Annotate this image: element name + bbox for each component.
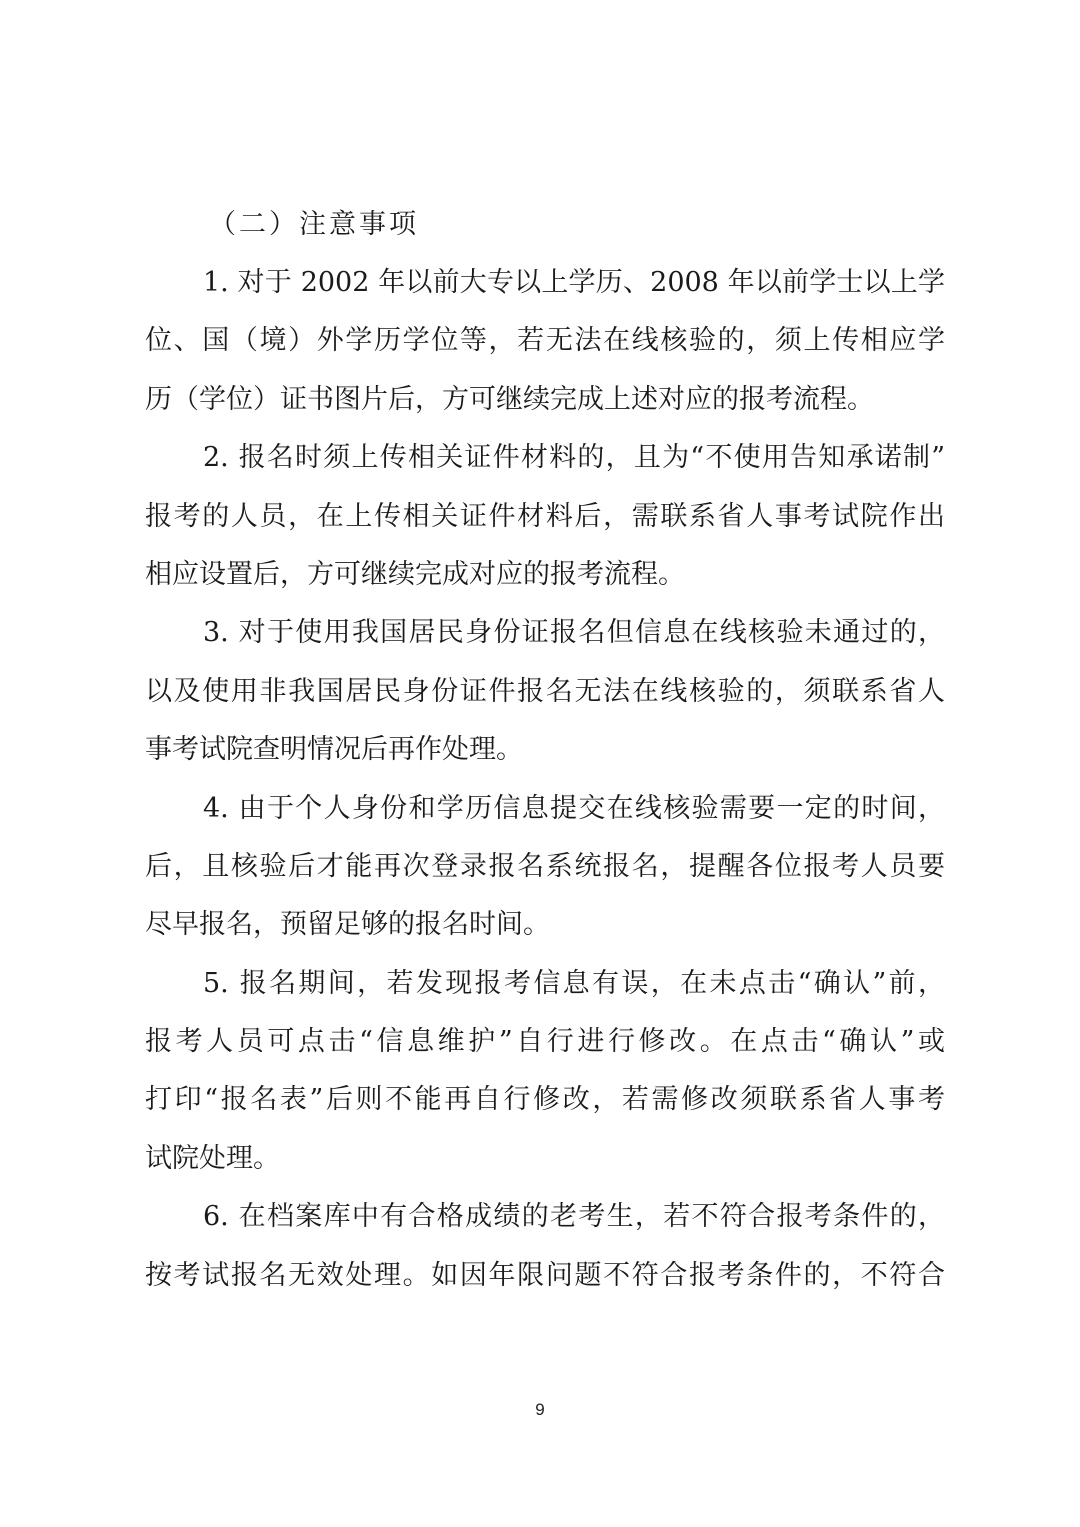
paragraph-2: [145, 429, 945, 604]
paragraph-line: 试院处理。: [145, 1142, 280, 1174]
paragraph-line: 相应设置后，方可继续完成对应的报考流程。: [145, 558, 685, 590]
paragraph-line: 1. 对于 2002 年以前大专以上学历、2008 年以前学士以上学: [203, 267, 945, 298]
page-number: 9: [535, 1400, 545, 1419]
paragraph-line: 3. 对于使用我国居民身份证报名但信息在线核验未通过的，: [203, 617, 945, 649]
paragraph-line: 位、国（境）外学历学位等，若无法在线核验的，须上传相应学: [145, 325, 945, 357]
paragraph-line: 报考的人员，在上传相关证件材料后，需联系省人事考试院作出: [145, 500, 945, 532]
paragraph-line: 后，且核验后才能再次登录报名系统报名，提醒各位报考人员要: [145, 850, 945, 882]
paragraph-line: 事考试院查明情况后再作处理。: [145, 734, 523, 766]
paragraph-line: 6. 在档案库中有合格成绩的老考生，若不符合报考条件的，: [203, 1201, 945, 1233]
paragraph-3: [145, 604, 945, 779]
paragraph-line: 报考人员可点击“信息维护”自行进行修改。在点击“确认”或: [145, 1026, 945, 1058]
paragraph-line: 4. 由于个人身份和学历信息提交在线核验需要一定的时间，: [203, 792, 945, 824]
paragraph-4: [145, 780, 945, 955]
paragraph-5: [145, 955, 945, 1189]
section-heading: （二）注意事项: [209, 209, 419, 240]
paragraph-line: 历（学位）证书图片后，方可继续完成上述对应的报考流程。: [145, 383, 874, 415]
paragraph-line: 2. 报名时须上传相关证件材料的，且为“不使用告知承诺制”: [203, 442, 945, 474]
paragraph-line: 5. 报名期间，若发现报考信息有误，在未点击“确认”前，: [203, 967, 945, 999]
paragraph-line: 按考试报名无效处理。如因年限问题不符合报考条件的，不符合: [145, 1259, 945, 1291]
paragraph-line: 打印“报名表”后则不能再自行修改，若需修改须联系省人事考: [145, 1084, 945, 1116]
paragraph-line: 以及使用非我国居民身份证件报名无法在线核验的，须联系省人: [145, 675, 945, 707]
paragraph-1: [145, 254, 945, 429]
paragraph-line: 尽早报名，预留足够的报名时间。: [145, 909, 550, 941]
paragraph-6: [145, 1188, 945, 1305]
document-body: [145, 196, 945, 1305]
